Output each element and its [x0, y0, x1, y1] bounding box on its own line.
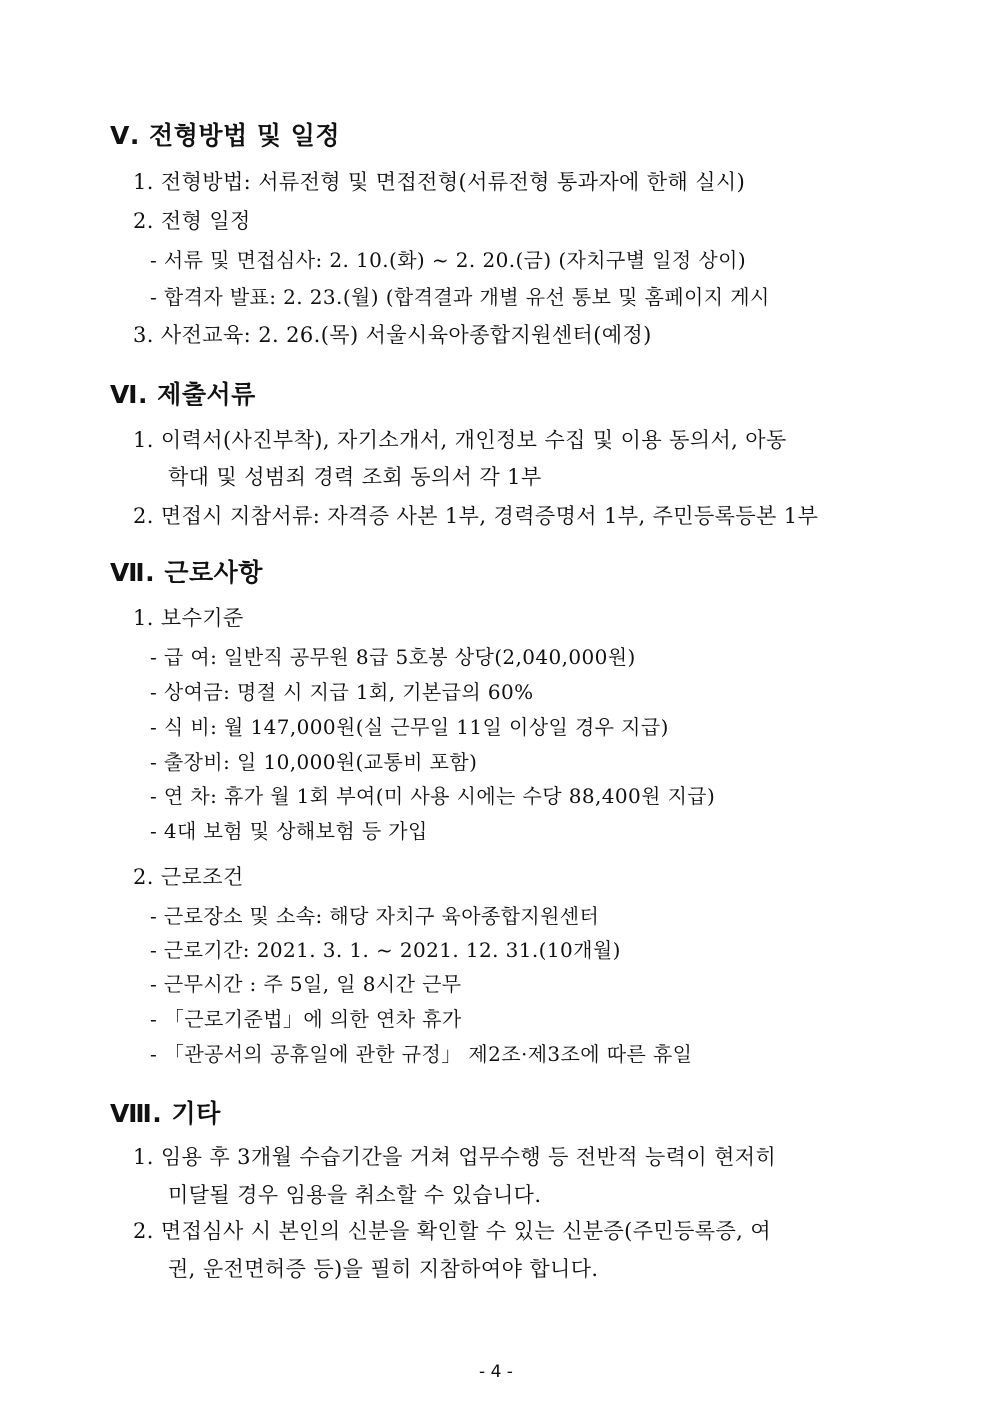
required-documents-line: 1. 이력서(사진부착), 자기소개서, 개인정보 수집 및 이용 동의서, 아동: [133, 428, 787, 452]
travel-allowance-line: - 출장비: 일 10,000원(교통비 포함): [150, 750, 478, 774]
announcement-schedule-line: - 합격자 발표: 2. 23.(월) (합격결과 개별 유선 통보 및 홈페이지 게시: [150, 285, 770, 309]
public-holiday-line: - 「관공서의 공휴일에 관한 규정」 제2조·제3조에 따른 휴일: [150, 1042, 693, 1066]
probation-continued-line: 미달될 경우 임용을 취소할 수 있습니다.: [168, 1183, 542, 1207]
section-heading-8: Ⅷ. 기타: [110, 1099, 221, 1128]
section-heading-7: Ⅶ. 근로사항: [110, 558, 263, 587]
selection-method-line: 1. 전형방법: 서류전형 및 면접전형(서류전형 통과자에 한해 실시): [133, 170, 746, 194]
screening-schedule-line: - 서류 및 면접심사: 2. 10.(화) ~ 2. 20.(금) (자치구별 일정 상이): [150, 248, 747, 272]
annual-leave-line: - 연 차: 휴가 월 1회 부여(미 사용 시에는 수당 88,400원 지급): [150, 784, 716, 808]
section-heading-6: Ⅵ. 제출서류: [110, 380, 256, 409]
interview-documents-line: 2. 면접시 지참서류: 자격증 사본 1부, 경력증명서 1부, 주민등록등본 1부: [133, 504, 819, 528]
labor-act-leave-line: - 「근로기준법」에 의한 연차 휴가: [150, 1007, 462, 1031]
page-number: - 4 -: [479, 1362, 513, 1382]
required-documents-continued-line: 학대 및 성범죄 경력 조회 동의서 각 1부: [168, 465, 542, 489]
insurance-line: - 4대 보험 및 상해보험 등 가입: [150, 819, 428, 843]
work-hours-line: - 근무시간 : 주 5일, 일 8시간 근무: [150, 972, 462, 996]
salary-line: - 급 여: 일반직 공무원 8급 5호봉 상당(2,040,000원): [150, 645, 636, 669]
work-period-line: - 근로기간: 2021. 3. 1. ~ 2021. 12. 31.(10개월): [150, 938, 621, 962]
id-card-line: 2. 면접심사 시 본인의 신분을 확인할 수 있는 신분증(주민등록증, 여: [133, 1219, 772, 1243]
pay-standard-heading-line: 1. 보수기준: [133, 606, 244, 630]
work-place-line: - 근로장소 및 소속: 해당 자치구 육아종합지원센터: [150, 904, 600, 928]
schedule-heading-line: 2. 전형 일정: [133, 209, 251, 233]
working-conditions-heading-line: 2. 근로조건: [133, 865, 244, 889]
pre-education-line: 3. 사전교육: 2. 26.(목) 서울시육아종합지원센터(예정): [133, 323, 652, 347]
probation-line: 1. 임용 후 3개월 수습기간을 거쳐 업무수행 등 전반적 능력이 현저히: [133, 1145, 777, 1169]
bonus-line: - 상여금: 명절 시 지급 1회, 기본급의 60%: [150, 680, 534, 704]
meal-allowance-line: - 식 비: 월 147,000원(실 근무일 11일 이상일 경우 지급): [150, 715, 669, 739]
section-heading-5: Ⅴ. 전형방법 및 일정: [110, 121, 341, 150]
id-card-continued-line: 권, 운전면허증 등)을 필히 지참하여야 합니다.: [168, 1257, 599, 1281]
